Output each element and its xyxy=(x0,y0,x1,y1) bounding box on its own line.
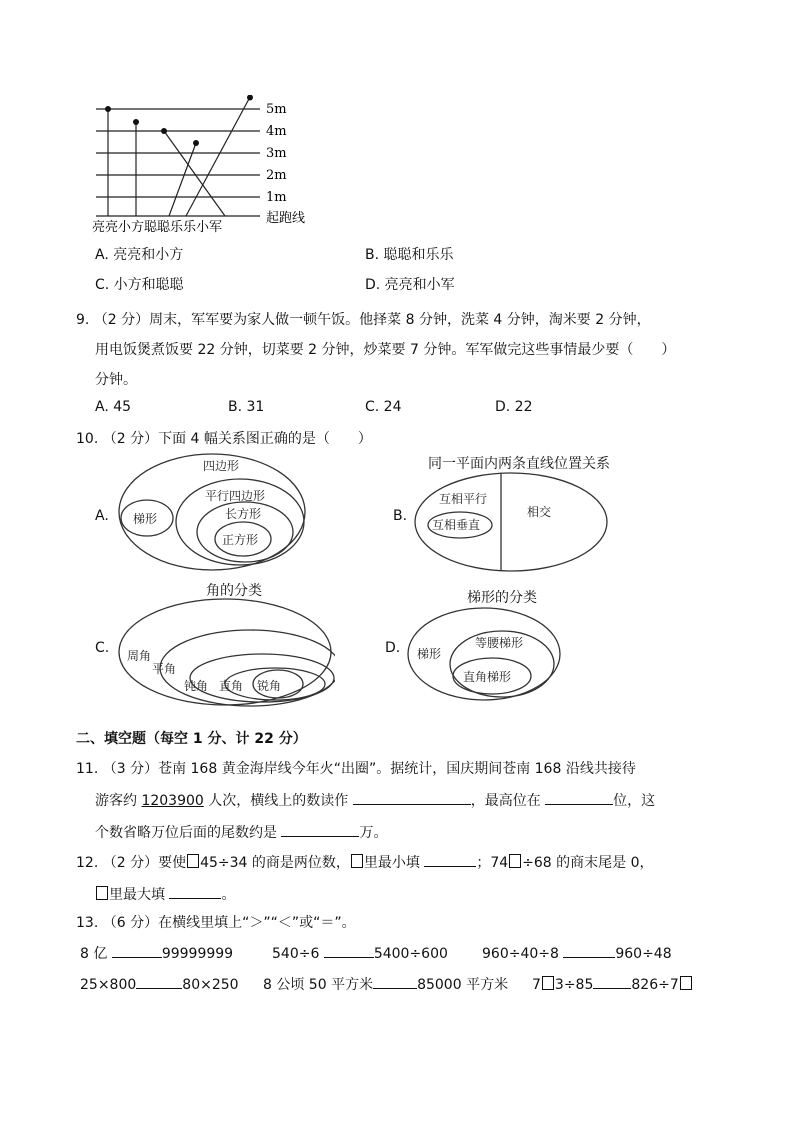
q13-row2b xyxy=(263,974,508,994)
q13-r2-left2: 8 公顷 50 平方米 xyxy=(263,977,374,993)
label-obtuse-angle: 钝角 xyxy=(184,679,209,693)
q12-line1 xyxy=(76,852,654,872)
label-isosceles-trapezoid: 等腰梯形 xyxy=(475,636,524,650)
q11-text-a: 游客约 xyxy=(95,793,142,809)
q12-text-c: 里最小填 xyxy=(363,855,425,871)
q10-c-letter: C. xyxy=(95,640,110,656)
y-label-1m: 1m xyxy=(266,190,287,205)
q11-number: 1203900 xyxy=(141,793,204,809)
q13-r2-left3a: 7 xyxy=(532,977,541,993)
square-box-icon xyxy=(509,854,521,868)
q10-d-letter: D. xyxy=(385,640,401,656)
y-label-4m: 4m xyxy=(266,124,287,139)
q13-r1-right1: 99999999 xyxy=(161,946,234,962)
q12-text-d: ；74 xyxy=(476,855,509,871)
q13-blank-3[interactable] xyxy=(563,943,615,958)
race-diagram xyxy=(90,95,320,235)
label-d-trapezoid: 梯形 xyxy=(417,647,442,661)
q11-text-d: 位，这 xyxy=(613,793,656,809)
q13-r2-right3: 826÷7 xyxy=(631,977,679,993)
q13-blank-6[interactable] xyxy=(593,974,631,989)
label-parallel: 互相平行 xyxy=(439,492,488,506)
q9-line3: 分钟。 xyxy=(95,372,137,388)
q13-row2c xyxy=(532,974,693,993)
q11-text-b: 人次，横线上的数读作 xyxy=(203,793,353,809)
q9-option-b: B. 31 xyxy=(228,399,265,415)
q13-row1 xyxy=(80,943,233,963)
q13-blank-5[interactable] xyxy=(373,974,417,989)
q11-text-e: 个数省略万位后面的尾数约是 xyxy=(95,825,282,841)
label-acute-angle: 锐角 xyxy=(257,679,282,693)
q9-option-c: C. 24 xyxy=(365,399,402,415)
q13-row1b xyxy=(272,943,448,962)
q9-option-d: D. 22 xyxy=(495,399,533,415)
y-label-2m: 2m xyxy=(266,168,287,183)
q13-row2 xyxy=(80,974,239,993)
q12-text-a: 12. （2 分）要使 xyxy=(76,855,187,871)
q11-blank-highest-digit[interactable] xyxy=(545,790,613,805)
q8-option-d: D. 亮亮和小军 xyxy=(365,277,455,293)
q9-option-a: A. 45 xyxy=(95,399,132,415)
q13-r2-left3b: 3÷85 xyxy=(554,977,594,993)
section-2-title: 二、填空题（每空 1 分、计 22 分） xyxy=(76,731,307,747)
runner-names: 亮亮小方聪聪乐乐小军 xyxy=(92,220,223,235)
q11-line2 xyxy=(95,790,655,810)
diagram-c-title: 角的分类 xyxy=(206,583,262,599)
label-right-angle: 直角 xyxy=(219,679,244,693)
q10-a-letter: A. xyxy=(95,508,109,524)
q12-text-b: 45÷34 的商是两位数， xyxy=(200,855,350,871)
square-box-icon xyxy=(187,854,199,868)
q13-r2-left1: 25×800 xyxy=(80,977,137,993)
q11-line3 xyxy=(95,822,387,842)
q12-blank-max[interactable] xyxy=(169,884,221,899)
label-intersect: 相交 xyxy=(527,505,552,519)
diagram-a xyxy=(115,450,310,575)
q13-r1-left2: 540÷6 xyxy=(272,946,324,962)
q13-r1-right3: 960÷48 xyxy=(615,946,672,962)
start-line-label: 起跑线 xyxy=(266,211,306,226)
label-quadrilateral: 四边形 xyxy=(203,459,240,473)
q8-option-c: C. 小方和聪聪 xyxy=(95,277,184,293)
q12-text-e: ÷68 的商末尾是 0， xyxy=(522,855,654,871)
q13-row1c xyxy=(482,943,672,962)
diagram-d-title: 梯形的分类 xyxy=(467,590,537,606)
label-square: 正方形 xyxy=(222,533,259,547)
square-box-icon xyxy=(351,854,363,868)
y-label-5m: 5m xyxy=(266,102,287,117)
q11-blank-approx[interactable] xyxy=(281,822,359,837)
q13-blank-1[interactable] xyxy=(112,943,162,958)
q11-line1: 11. （3 分）苍南 168 黄金海岸线今年火“出圈”。据统计，国庆期间苍南 168 沿线共接待 xyxy=(76,761,636,777)
label-full-angle: 周角 xyxy=(127,649,152,663)
q11-text-c: ，最高位在 xyxy=(470,793,546,809)
q13-r2-right1: 80×250 xyxy=(182,977,239,993)
label-rectangle: 长方形 xyxy=(225,507,262,521)
q12-line2 xyxy=(95,884,235,904)
q11-text-f: 万。 xyxy=(359,825,388,841)
q13-blank-4[interactable] xyxy=(136,974,182,989)
q12-blank-min[interactable] xyxy=(424,852,476,867)
y-label-3m: 3m xyxy=(266,146,287,161)
label-right-trapezoid: 直角梯形 xyxy=(463,670,512,684)
q11-blank-reading[interactable] xyxy=(353,790,471,805)
q12-text-g: 。 xyxy=(221,887,236,903)
q12-text-f: 里最大填 xyxy=(109,887,170,903)
label-trapezoid: 梯形 xyxy=(133,512,158,526)
q8-option-b: B. 聪聪和乐乐 xyxy=(365,247,454,263)
q13-r1-left1: 8 亿 xyxy=(80,946,112,962)
square-box-icon xyxy=(680,976,692,990)
diagram-b-title: 同一平面内两条直线位置关系 xyxy=(428,456,610,472)
label-perpendicular: 互相垂直 xyxy=(432,518,481,532)
q13-r1-right2: 5400÷600 xyxy=(373,946,448,962)
q10-stem: 10. （2 分）下面 4 幅关系图正确的是（ ） xyxy=(76,431,372,447)
q9-line2: 用电饭煲煮饭要 22 分钟，切菜要 2 分钟，炒菜要 7 分钟。军军做完这些事情最少要（ ） xyxy=(95,342,676,358)
q13-r2-right2: 85000 平方米 xyxy=(417,977,509,993)
q13-stem: 13. （6 分）在横线里填上“＞”“＜”或“＝”。 xyxy=(76,915,356,931)
q10-b-letter: B. xyxy=(393,508,408,524)
q13-r1-left3: 960÷40÷8 xyxy=(482,946,564,962)
q13-blank-2[interactable] xyxy=(324,943,374,958)
square-box-icon xyxy=(542,976,554,990)
diagram-b xyxy=(412,470,612,575)
q8-option-a: A. 亮亮和小方 xyxy=(95,247,184,263)
label-straight-angle: 平角 xyxy=(152,662,177,676)
diagram-c xyxy=(115,596,335,708)
diagram-d xyxy=(405,604,565,704)
square-box-icon xyxy=(96,886,108,900)
label-parallelogram: 平行四边形 xyxy=(205,489,266,503)
q9-line1: 9. （2 分）周末，军军要为家人做一顿午饭。他择菜 8 分钟，洗菜 4 分钟，淘米要 2 分钟， xyxy=(76,312,651,328)
